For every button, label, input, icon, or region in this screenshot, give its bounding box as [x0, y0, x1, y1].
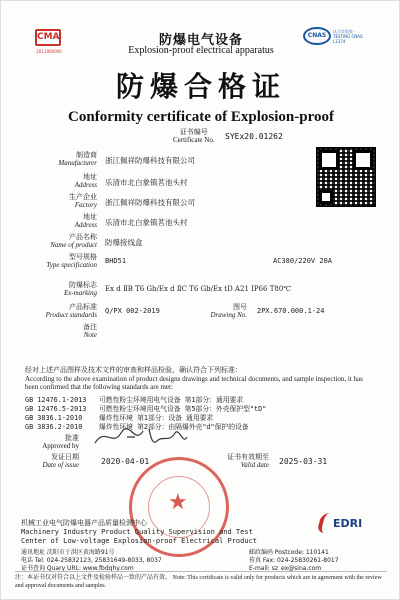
ex-marking-label: 防爆标志 Ex-marking: [63, 281, 97, 297]
manufacturer-value: 浙江佩祥防爆科技有限公司: [105, 156, 195, 165]
ex-marking-value: Ex d ⅡB T6 Gb/Ex d ⅡC T6 Gb/Ex tD A21 IP66 T80℃: [105, 285, 292, 293]
certificate-title-cn: 防爆合格证: [115, 70, 286, 103]
product-standards-label: 产品标准 Product standards: [45, 303, 97, 319]
factory-address-value: 乐清市北白象镇茗池头村: [105, 218, 188, 227]
certificate-number-label: 证书编号 Certificate No.: [173, 128, 215, 144]
product-standards-value: Q/PX 002-2019: [105, 307, 160, 315]
qr-code: [316, 147, 376, 207]
contact-info: 通讯地址 沈阳市于洪区黄海路91号 电话 Tel. 024-25832123, 25831649-8033, 8037 证书查询 Quary URL: www.fbdqhy.com 邮政编码 Postcode: 110141 传真 Fax: 024-25830261-8017 E-mail: sz_ex@sina.com: [21, 549, 339, 572]
manufacturer-address-value: 乐清市北白象镇茗池头村: [105, 178, 188, 187]
signature: [91, 423, 191, 449]
valid-date-value: 2025-03-31: [279, 457, 328, 466]
header-title-cn: 防爆电气设备: [158, 33, 243, 48]
issuing-authority: 机械工业电气防爆电器产品质量检测中心 Machinery Industry Product Quality Supervision and Test Center of Low-voltage Explosion-proof Electrical Product: [21, 519, 258, 545]
cma-caption: 2011000000: [36, 49, 62, 54]
issue-date-label: 发证日期 Date of issue: [42, 453, 79, 469]
cnas-logo: CNAS: [303, 27, 331, 45]
certificate-number-value: SYEx20.01262: [225, 132, 283, 141]
footer-note: 注：本证书仅对符合以上文件及检验样品一致的产品有效。 Note: This certificate is valid only for products which are in agreement with the review and approval documents and samples.: [15, 571, 387, 590]
notes-label: 备注 Note: [83, 323, 97, 339]
type-spec-value: BHD51: [105, 257, 127, 265]
certificate-title-en: Conformity certificate of Explosion-proof: [68, 109, 334, 125]
cnas-caption: 认可实验室 · TESTING CNAS L1374: [333, 29, 363, 44]
product-name-label: 产品名称 Name of product: [50, 233, 97, 249]
factory-label: 生产企业 Factory: [69, 193, 97, 209]
drawing-number-label: 图号 Drawing No.: [210, 303, 247, 319]
drawing-number-value: 2PX.670.000.1-24: [257, 307, 325, 315]
header-title-en: Explosion-proof electrical apparatus: [128, 45, 274, 56]
manufacturer-label: 制造商 Manufacturer: [58, 151, 97, 167]
edri-logo: EDRI: [319, 511, 379, 537]
rating-value: AC380/220V 20A: [273, 257, 333, 265]
approved-by-label: 批准 Approved by: [42, 434, 79, 450]
factory-value: 浙江佩祥防爆科技有限公司: [105, 198, 195, 207]
valid-date-label: 证书有效期至 Valid date: [227, 453, 269, 469]
standard-row: GB 12476.1-2013 可燃性粉尘环境用电气设备 第1部分：通用要求: [25, 396, 244, 404]
standard-row: GB 3836.1-2010 爆炸性环境 第1部分：设备 通用要求: [25, 414, 214, 422]
manufacturer-address-label: 地址 Address: [74, 173, 97, 189]
product-name-value: 防爆接线盒: [105, 238, 143, 247]
standard-row: GB 3836.2-2010 爆炸性环境 第2部分：由隔爆外壳"d"保护的设备: [25, 423, 249, 431]
type-spec-label: 型号规格 Type specification: [46, 253, 97, 269]
seal-star-icon: ★: [168, 490, 188, 515]
certificate-header: [1, 9, 400, 59]
cma-logo: CMA: [35, 29, 61, 46]
issue-date-value: 2020-04-01: [101, 457, 150, 466]
factory-address-label: 地址 Address: [74, 213, 97, 229]
standard-row: GB 12476.5-2013 可燃性粉尘环境用电气设备 第5部分：外壳保护型"tD": [25, 405, 267, 413]
conformity-statement: 经对上述产品图样及技术文件的审查和样品检验，确认符合下列标准： According to the above examination of product designs drawings and technical documents, and sample inspection, it has been confirmed that the following standards are met:: [25, 366, 363, 391]
